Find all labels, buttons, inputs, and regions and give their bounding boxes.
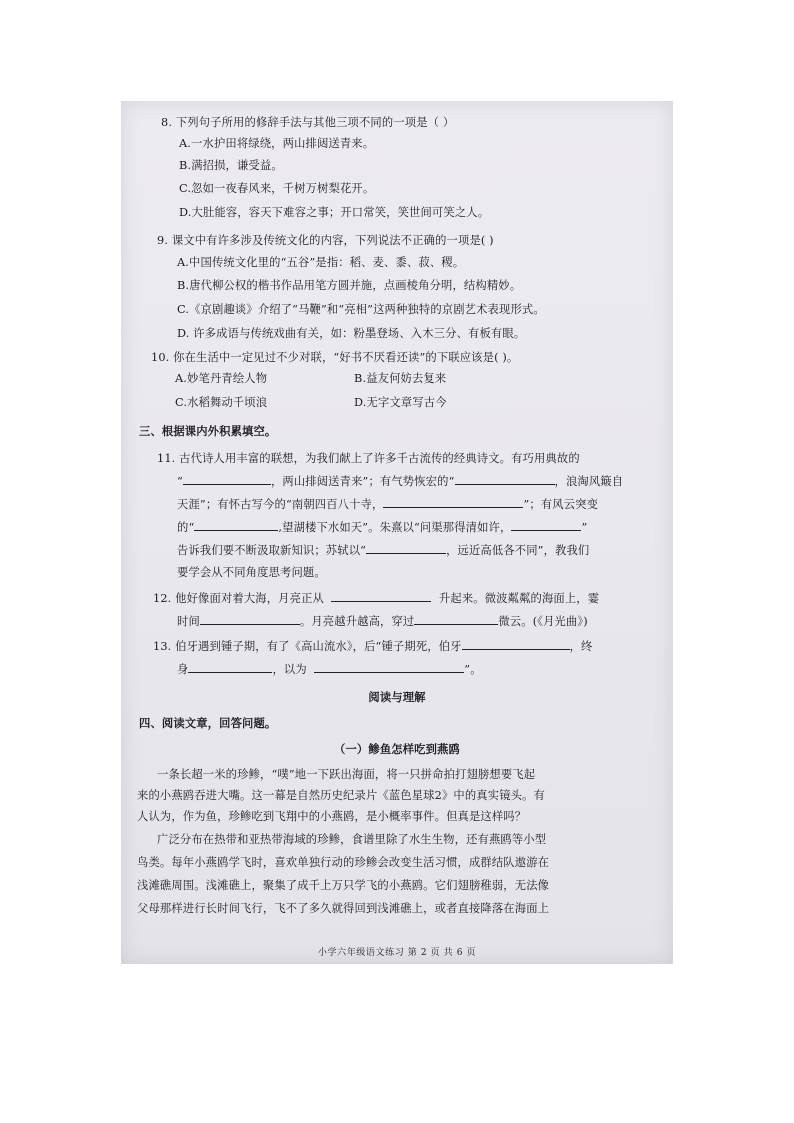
answer-blank[interactable] — [455, 473, 555, 485]
question-11-line-6: 要学会从不同角度思考问题。 — [177, 566, 326, 579]
answer-blank[interactable] — [188, 661, 272, 673]
answer-blank[interactable] — [511, 519, 581, 531]
answer-blank[interactable] — [194, 519, 278, 531]
answer-blank[interactable] — [366, 542, 446, 554]
answer-blank[interactable] — [200, 613, 300, 625]
passage-paragraph-1-line: 一条长超一米的珍鲹，“噗”地一下跃出海面，将一只拼命拍打翅膀想要飞起 — [157, 768, 536, 781]
answer-blank[interactable] — [183, 473, 271, 485]
reading-section-title: 阅读与理解 — [368, 691, 426, 704]
question-11-line-3: 天涯”；有怀古写今的“南朝四百八十寺， ”；有风云突变 — [177, 498, 599, 511]
question-12-line-2: 时间 。月亮越升越高，穿过 微云。(《月光曲》) — [177, 615, 588, 628]
question-13-line-1: 13. 伯牙遇到锺子期，有了《高山流水》，后“锺子期死，伯牙 ，终 — [153, 640, 593, 653]
passage-paragraph-1-line: 人认为，作为鱼，珍鲹吃到飞翔中的小燕鸥，是小概率事件。但真是这样吗？ — [137, 810, 527, 823]
question-9-stem: 9. 课文中有许多涉及传统文化的内容，下列说法不正确的一项是( ) — [157, 234, 494, 247]
question-8-option-c: C.忽如一夜春风来，千树万树梨花开。 — [179, 182, 375, 195]
question-12-line-1: 12. 他好像面对着大海，月亮正从 升起来。微波粼粼的海面上，霎 — [153, 592, 600, 605]
question-8-option-b: B.满招损，谦受益。 — [179, 159, 283, 172]
question-9-option-d: D. 许多成语与传统戏曲有关，如：粉墨登场、入木三分、有板有眼。 — [177, 327, 526, 340]
answer-blank[interactable] — [462, 638, 570, 650]
question-8-stem: 8. 下列句子所用的修辞手法与其他三项不同的一项是（ ） — [161, 116, 455, 129]
passage-paragraph-2-line: 鸟类。每年小燕鸥学飞时，喜欢单独行动的珍鲹会改变生活习惯，成群结队遨游在 — [137, 856, 550, 869]
section-3-heading: 三、根据课内外积累填空。 — [139, 425, 277, 438]
question-10-option-d: D.无字文章写古今 — [354, 396, 447, 409]
page-footer: 小学六年级语文练习 第 2 页 共 6 页 — [317, 948, 477, 958]
question-10-stem: 10. 你在生活中一定见过不少对联，“好书不厌看还读”的下联应该是( )。 — [151, 351, 519, 364]
question-9-option-c: C.《京剧趣谈》介绍了“马鞭”和“亮相”这两种独特的京剧艺术表现形式。 — [177, 303, 545, 316]
question-9-option-b: B.唐代柳公权的楷书作品用笔方圆并施，点画棱角分明，结构精妙。 — [177, 279, 522, 292]
answer-blank[interactable] — [414, 613, 498, 625]
answer-blank[interactable] — [383, 496, 523, 508]
question-11-line-4: 的“ ,望湖楼下水如天”。朱熹以“问渠那得清如许， ” — [177, 521, 588, 534]
question-10-option-b: B.益友何妨去复来 — [354, 372, 447, 385]
question-10-option-a: A.妙笔丹青绘人物 — [175, 372, 268, 385]
question-8-option-d: D.大肚能容，容天下难容之事；开口常笑，笑世间可笑之人。 — [179, 206, 490, 219]
passage-paragraph-2-line: 广泛分布在热带和亚热带海域的珍鲹，食谱里除了水生生物，还有燕鸥等小型 — [157, 833, 547, 846]
question-11-line-2: “ ，两山排闼送青来”；有气势恢宏的“ ，浪淘风簸自 — [177, 475, 624, 488]
passage-paragraph-1-line: 来的小燕鸥吞进大嘴。这一幕是自然历史纪录片《蓝色星球2》中的真实镜头。有 — [137, 789, 545, 802]
question-13-line-2: 身 ，以为 ”。 — [177, 663, 482, 676]
passage-paragraph-2-line: 父母那样进行长时间飞行，飞不了多久就得回到浅滩礁上，或者直接降落在海面上 — [137, 902, 550, 915]
question-9-option-a: A.中国传统文化里的“五谷”是指：稻、麦、黍、菽、稷。 — [177, 256, 465, 269]
section-4-heading: 四、阅读文章，回答问题。 — [139, 717, 277, 730]
passage-paragraph-2-line: 浅滩礁周围。浅滩礁上，聚集了成千上万只学飞的小燕鸥。它们翅膀稚弱，无法像 — [137, 879, 550, 892]
question-8-option-a: A.一水护田将绿绕，两山排闼送青来。 — [179, 137, 375, 150]
passage-title: （一）鲹鱼怎样吃到燕鸥 — [334, 743, 460, 756]
question-11-line-5: 告诉我们要不断汲取新知识；苏轼以“ ，远近高低各不同”，教我们 — [177, 544, 590, 557]
exam-page — [121, 101, 673, 964]
answer-blank[interactable] — [331, 590, 431, 602]
question-11-line-1: 11. 古代诗人用丰富的联想，为我们献上了许多千古流传的经典诗文。有巧用典故的 — [157, 452, 580, 465]
question-10-option-c: C.水稻舞动千顷浪 — [175, 396, 268, 409]
answer-blank[interactable] — [314, 661, 464, 673]
